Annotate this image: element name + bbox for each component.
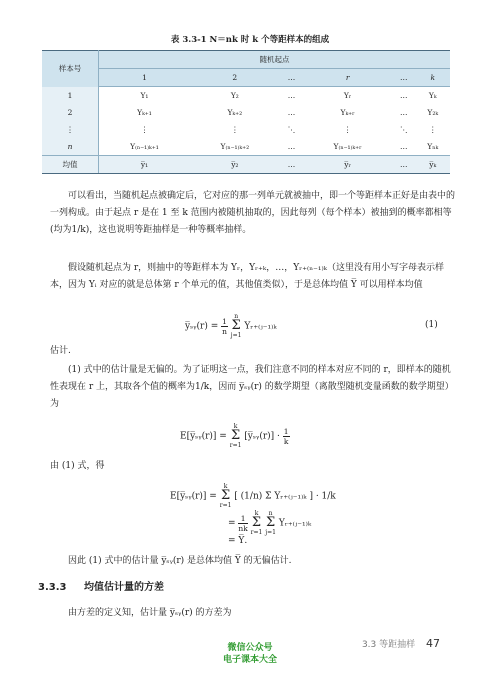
- equation-term: Yᵣ₊₍ⱼ₋₁₎ₖ: [278, 518, 312, 529]
- table-cell: …: [399, 91, 408, 100]
- page-number: 47: [426, 637, 440, 650]
- equation-number: (1): [425, 320, 438, 330]
- paragraph: 估计.: [50, 346, 71, 356]
- denominator: k: [283, 436, 289, 446]
- table-cell: Y₍ₙ₋₁₎ₖ₊₁: [99, 138, 190, 156]
- sum-upper: n: [268, 510, 273, 517]
- subheader: 1: [99, 69, 190, 87]
- header-sample-number: 样本号: [42, 51, 99, 87]
- fraction: [238, 514, 247, 533]
- table-cell: ⋮: [429, 125, 437, 134]
- sum-lower: r=1: [219, 502, 232, 509]
- sample-composition-table: [42, 50, 450, 174]
- row-label: 1: [42, 87, 99, 105]
- row-label: 2: [42, 104, 99, 121]
- table-cell: Yₖ₊₂: [227, 108, 243, 117]
- sigma-icon: Σ: [266, 515, 276, 530]
- sigma-icon: Σ: [230, 428, 241, 443]
- sum-upper: k: [254, 510, 259, 517]
- sum-lower: j=1: [265, 529, 276, 536]
- table-row-average: [42, 156, 450, 174]
- table-cell: y̅ₖ: [416, 156, 450, 174]
- equation-1: [185, 313, 277, 339]
- table-cell: y̅₂: [190, 156, 280, 174]
- equation-3-line-1: [170, 483, 336, 509]
- numerator: 1: [222, 316, 227, 326]
- subheader: 2: [190, 69, 280, 87]
- table-cell: Yₖ: [428, 91, 437, 100]
- row-label: n: [42, 138, 99, 156]
- sum-upper: k: [233, 423, 238, 430]
- equation-term: y̅ₛᵧ(r) =: [185, 321, 219, 332]
- sum-lower: j=1: [230, 332, 242, 339]
- equation-term: E[y̅ₛᵧ(r)] =: [180, 431, 227, 442]
- subheader: …: [280, 69, 304, 87]
- table-row: [42, 104, 450, 121]
- table-cell: Y₍ₙ₋₁₎ₖ₊₂: [190, 138, 280, 156]
- equation-term: Yᵣ₊₍ⱼ₋₁₎ₖ: [244, 321, 277, 332]
- table-cell: Y₍ₙ₋₁₎ₖ₊ᵣ: [303, 138, 392, 156]
- table-row: [42, 87, 450, 105]
- table-cell: ⋱: [287, 125, 296, 134]
- summation: [231, 313, 242, 339]
- fraction: [283, 427, 290, 446]
- watermark-line-2: 电子课本大全: [222, 655, 277, 665]
- denominator: n: [222, 326, 227, 336]
- subheader: k: [416, 69, 450, 87]
- watermark-line-1: 微信公众号: [227, 643, 273, 653]
- section-number: 3.3.3: [38, 582, 67, 593]
- table-cell: Y₂ₖ: [427, 108, 439, 117]
- table-cell: …: [280, 138, 304, 156]
- sigma-icon: Σ: [251, 515, 262, 530]
- sum-upper: n: [234, 313, 239, 320]
- equation-term: [ (1/n) Σ Yᵣ₊₍ⱼ₋₁₎ₖ ] · 1/k: [234, 491, 336, 502]
- row-label: ⋮: [42, 121, 99, 138]
- table-cell: …: [392, 138, 416, 156]
- sum-upper: k: [223, 483, 228, 490]
- subheader: r: [303, 69, 392, 87]
- table-cell: …: [399, 108, 408, 117]
- table-cell: y̅₁: [99, 156, 190, 174]
- table-cell: …: [287, 91, 296, 100]
- table-cell: Yₙₖ: [416, 138, 450, 156]
- section-title: 均值估计量的方差: [83, 582, 164, 593]
- table-cell: ⋮: [231, 125, 239, 134]
- table-cell: ⋮: [140, 125, 149, 134]
- sum-lower: r=1: [250, 529, 263, 536]
- equation-3-line-3: = Y̅.: [228, 536, 248, 546]
- paragraph: 假设随机起点为 r，则抽中的等距样本为 Yᵣ，Yᵣ₊ₖ，…，Yᵣ₊₍ₙ₋₁₎ₖ（这里没有用小写字母表示样本，因为 Yᵢ 对应的就是总体第 r 个单元的值，其他值类似），于是总体均值 Y̅ 可以用样本均值: [50, 263, 444, 290]
- paragraph: 因此 (1) 式中的估计量 y̅ₛᵧ(r) 是总体均值 Y̅ 的无偏估计.: [68, 556, 292, 566]
- table-cell: Yₖ₊ᵣ: [340, 108, 355, 117]
- paragraph: 由 (1) 式，得: [50, 461, 105, 471]
- table-cell: …: [287, 108, 296, 117]
- table-cell: Yₖ₊₁: [137, 108, 152, 117]
- table-cell: ⋮: [343, 125, 352, 134]
- table-cell: y̅ᵣ: [303, 156, 392, 174]
- table-row: [42, 121, 450, 138]
- denominator: nk: [238, 523, 248, 533]
- paragraph: 由方差的定义知，估计量 y̅ₛᵧ(r) 的方差为: [68, 608, 232, 618]
- paragraph: (1) 式中的估计量是无偏的。为了证明这一点，我们注意不同的样本对应不同的 r，即样本的随机性表现在 r 上，其取各个值的概率为1/k，因而 y̅ₛᵧ(r) 的数学期望（离散型随机变量函数的数学期望）为: [50, 365, 454, 409]
- table-cell: Yᵣ: [343, 91, 352, 100]
- header-random-start: 随机起点: [99, 51, 451, 69]
- table-row: [42, 138, 450, 156]
- equation-term: E[y̅ₛᵧ(r)] =: [170, 491, 217, 502]
- equation-3-line-2: = $\frac{1}{nk}$ k Σ r=1 n Σ j=1 Yᵣ₊₍ⱼ₋₁₎ₖ: [228, 510, 312, 536]
- table-cell: Y₁: [140, 91, 149, 100]
- numerator: 1: [238, 514, 247, 524]
- table-caption: 表 3.3-1 N＝nk 时 k 个等距样本的组成: [170, 35, 330, 45]
- equation-2: [180, 423, 290, 449]
- row-label: 均值: [42, 156, 99, 174]
- equation-term: [y̅ₛᵧ(r)] ·: [244, 431, 280, 442]
- section-heading: [38, 578, 164, 593]
- fraction: [221, 317, 228, 336]
- table-cell: …: [392, 156, 416, 174]
- table-cell: ⋱: [399, 125, 408, 134]
- summation: [251, 510, 263, 536]
- paragraph: 可以看出，当随机起点被确定后，它对应的那一列单元就被抽中，即一个等距样本正好是由表中的一列构成。由于起点 r 是在 1 至 k 范围内被随机抽取的，因此每列（每个样本）被抽到的概率都相等(均为1/k)，这也说明等距抽样是一种等概率抽样。: [50, 191, 456, 235]
- sigma-icon: Σ: [231, 318, 241, 333]
- summation: [265, 510, 276, 536]
- summation: [230, 423, 242, 449]
- sum-lower: r=1: [229, 442, 242, 449]
- table-cell: Y₂: [230, 91, 239, 100]
- footer-section: 3.3 等距抽样: [361, 640, 416, 650]
- summation: [220, 483, 232, 509]
- numerator: 1: [283, 426, 289, 436]
- table-cell: …: [280, 156, 304, 174]
- sigma-icon: Σ: [220, 488, 231, 503]
- subheader: …: [392, 69, 416, 87]
